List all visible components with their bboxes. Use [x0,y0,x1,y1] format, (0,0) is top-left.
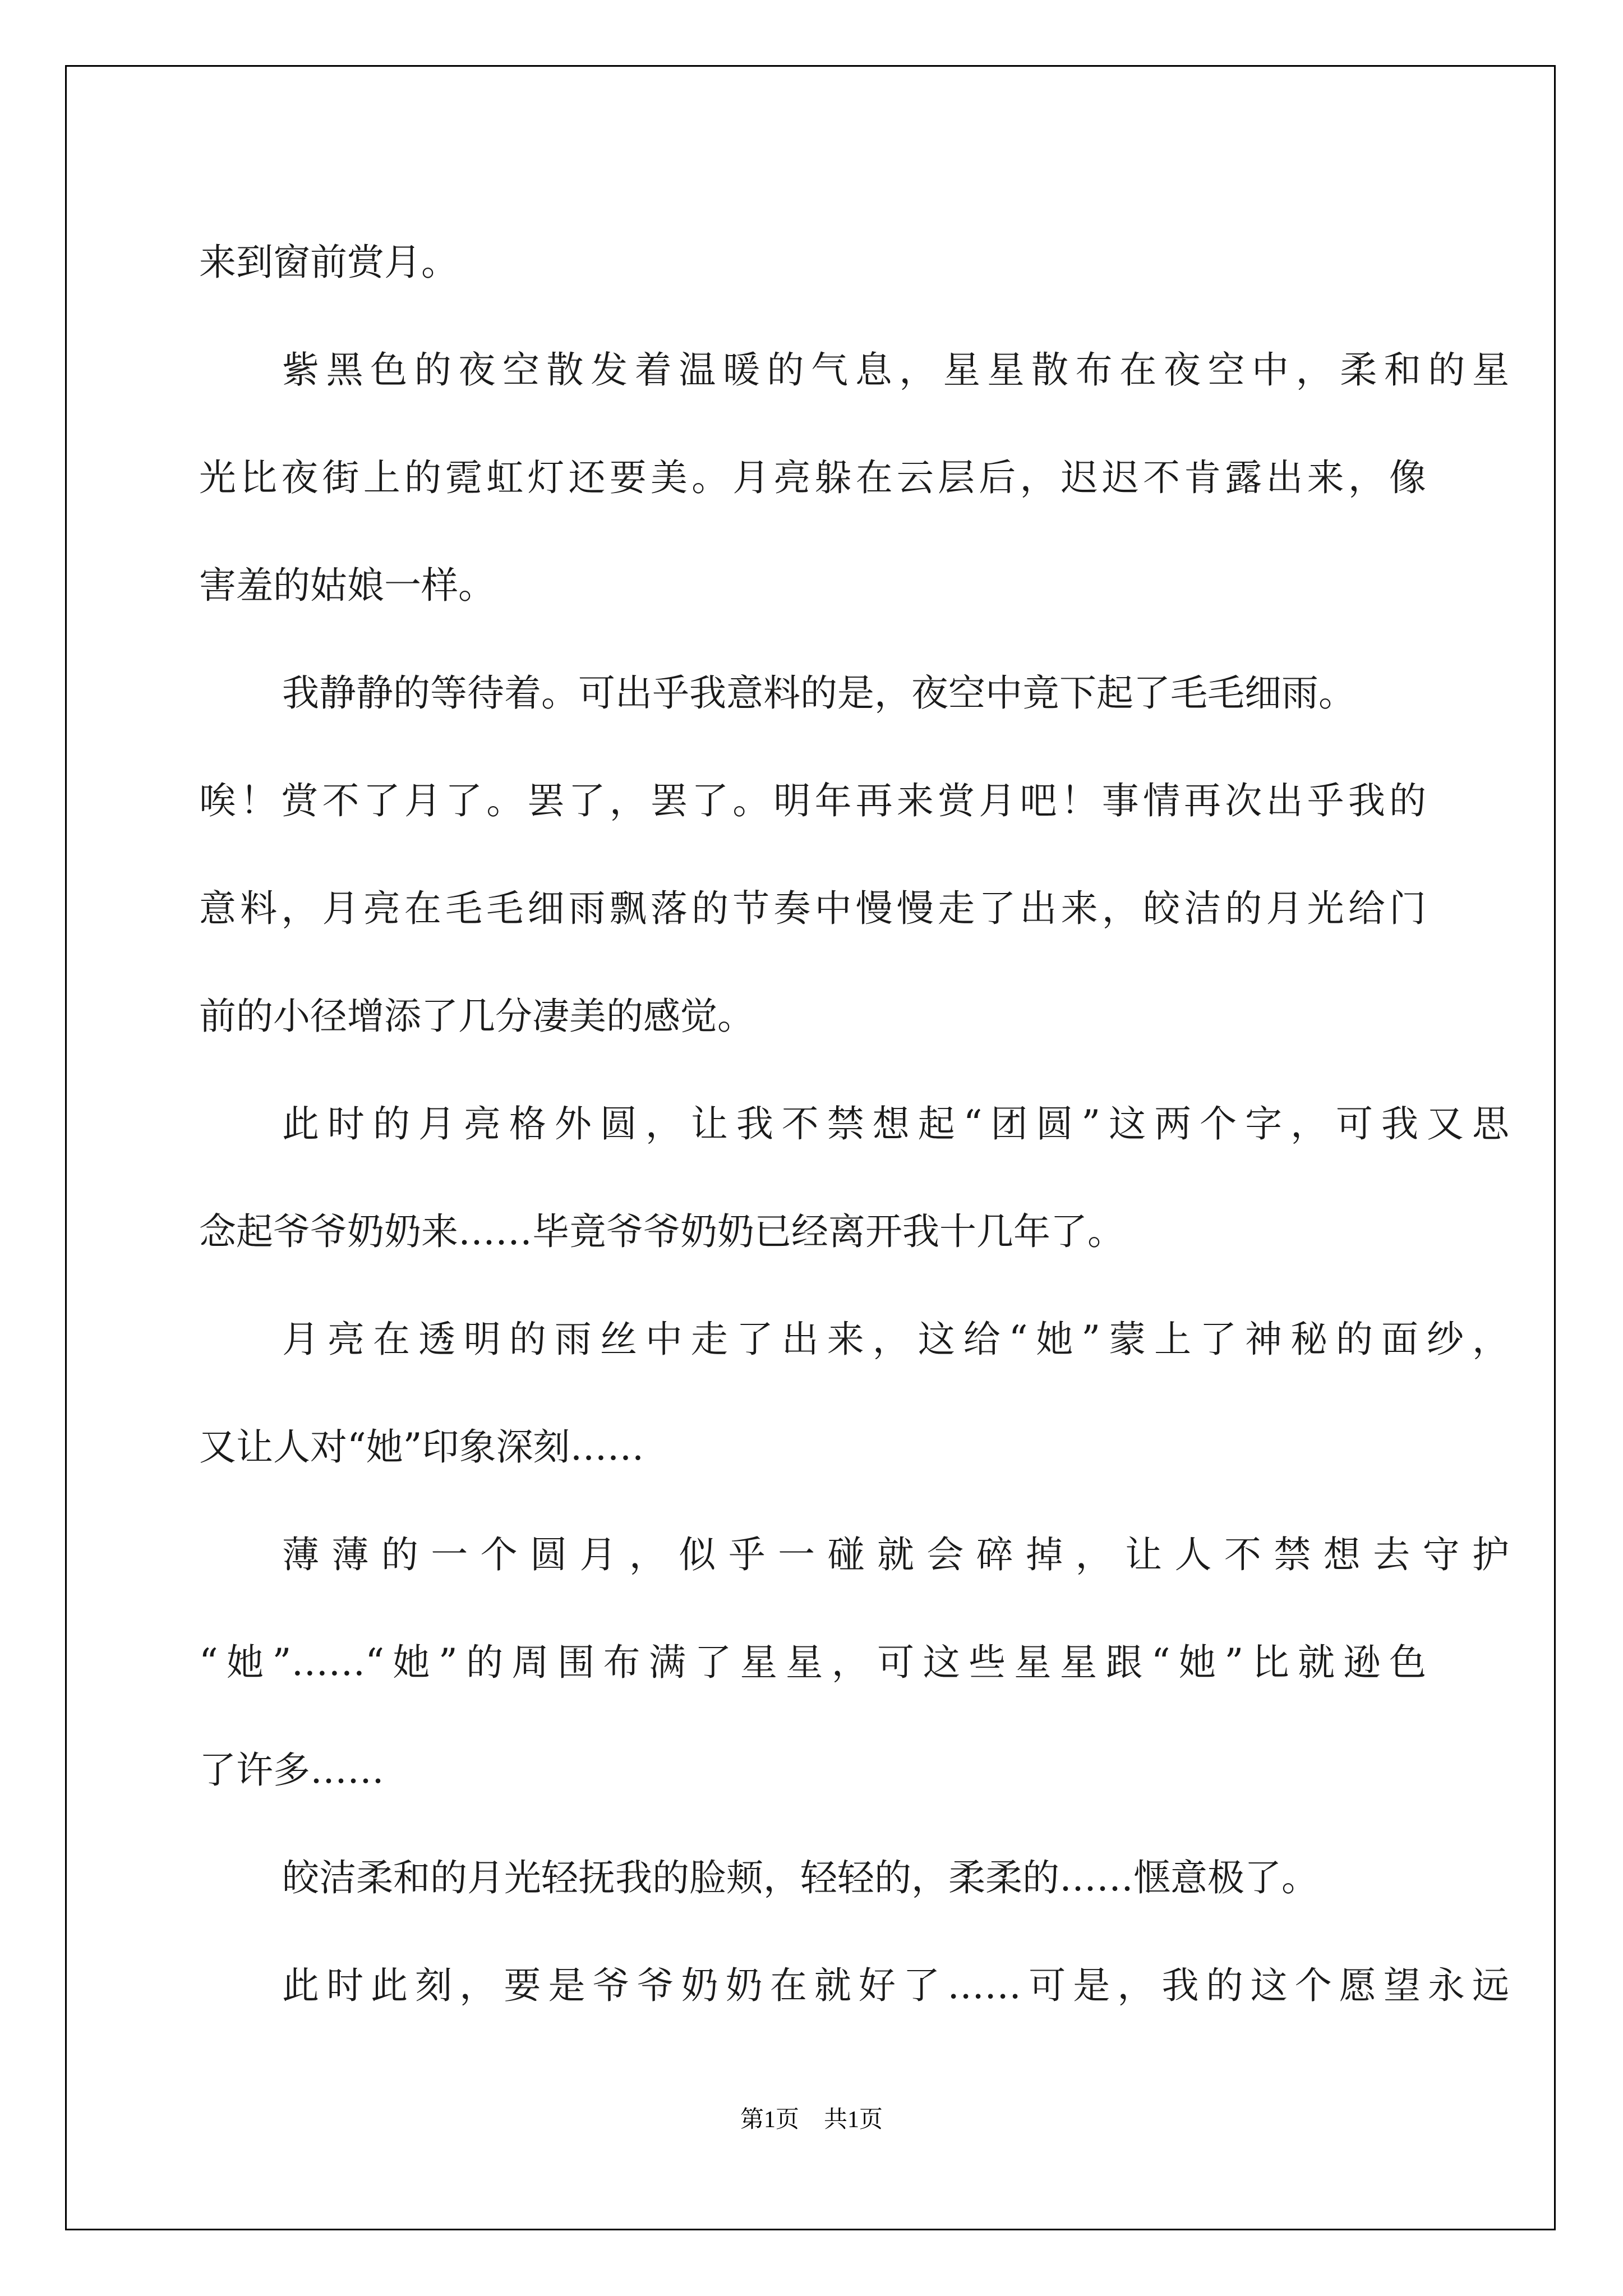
text-line: 来到窗前赏月。 [199,241,458,284]
text-line: 光比夜街上的霓虹灯还要美。月亮躲在云层后，迟迟不肯露出来，像 [199,456,1426,499]
text-line: 紫黑色的夜空散发着温暖的气息，星星散布在夜空中，柔和的星 [282,348,1509,392]
text-line: 又让人对“她”印象深刻…… [199,1425,644,1469]
text-line: 唉！赏不了月了。罢了，罢了。明年再来赏月吧！事情再次出乎我的 [199,779,1426,822]
text-line: 皎洁柔和的月光轻抚我的脸颊，轻轻的，柔柔的……惬意极了。 [282,1856,1318,1899]
text-line: 此时的月亮格外圆，让我不禁想起“团圆”这两个字，可我又思 [282,1102,1509,1145]
text-line: 我静静的等待着。可出乎我意料的是，夜空中竟下起了毛毛细雨。 [282,671,1355,715]
text-line: 害羞的姑娘一样。 [199,564,495,607]
text-line: “她”……“她”的周围布满了星星，可这些星星跟“她”比就逊色 [199,1641,1426,1684]
text-line: 此时此刻，要是爷爷奶奶在就好了……可是，我的这个愿望永远 [282,1964,1509,2007]
text-line: 了许多…… [199,1749,384,1792]
page-footer [0,2101,1623,2134]
text-line: 意料，月亮在毛毛细雨飘落的节奏中慢慢走了出来，皎洁的月光给门 [199,887,1426,930]
page-total: 共1页 [824,2107,883,2133]
page-number: 第1页 [740,2107,799,2133]
document-body [199,209,1509,2040]
text-line: 薄薄的一个圆月，似乎一碰就会碎掉，让人不禁想去守护 [282,1533,1509,1576]
text-line: 前的小径增添了几分凄美的感觉。 [199,995,754,1038]
text-line: 念起爷爷奶奶来……毕竟爷爷奶奶已经离开我十几年了。 [199,1210,1124,1253]
text-line: 月亮在透明的雨丝中走了出来，这给“她”蒙上了神秘的面纱， [282,1318,1509,1361]
